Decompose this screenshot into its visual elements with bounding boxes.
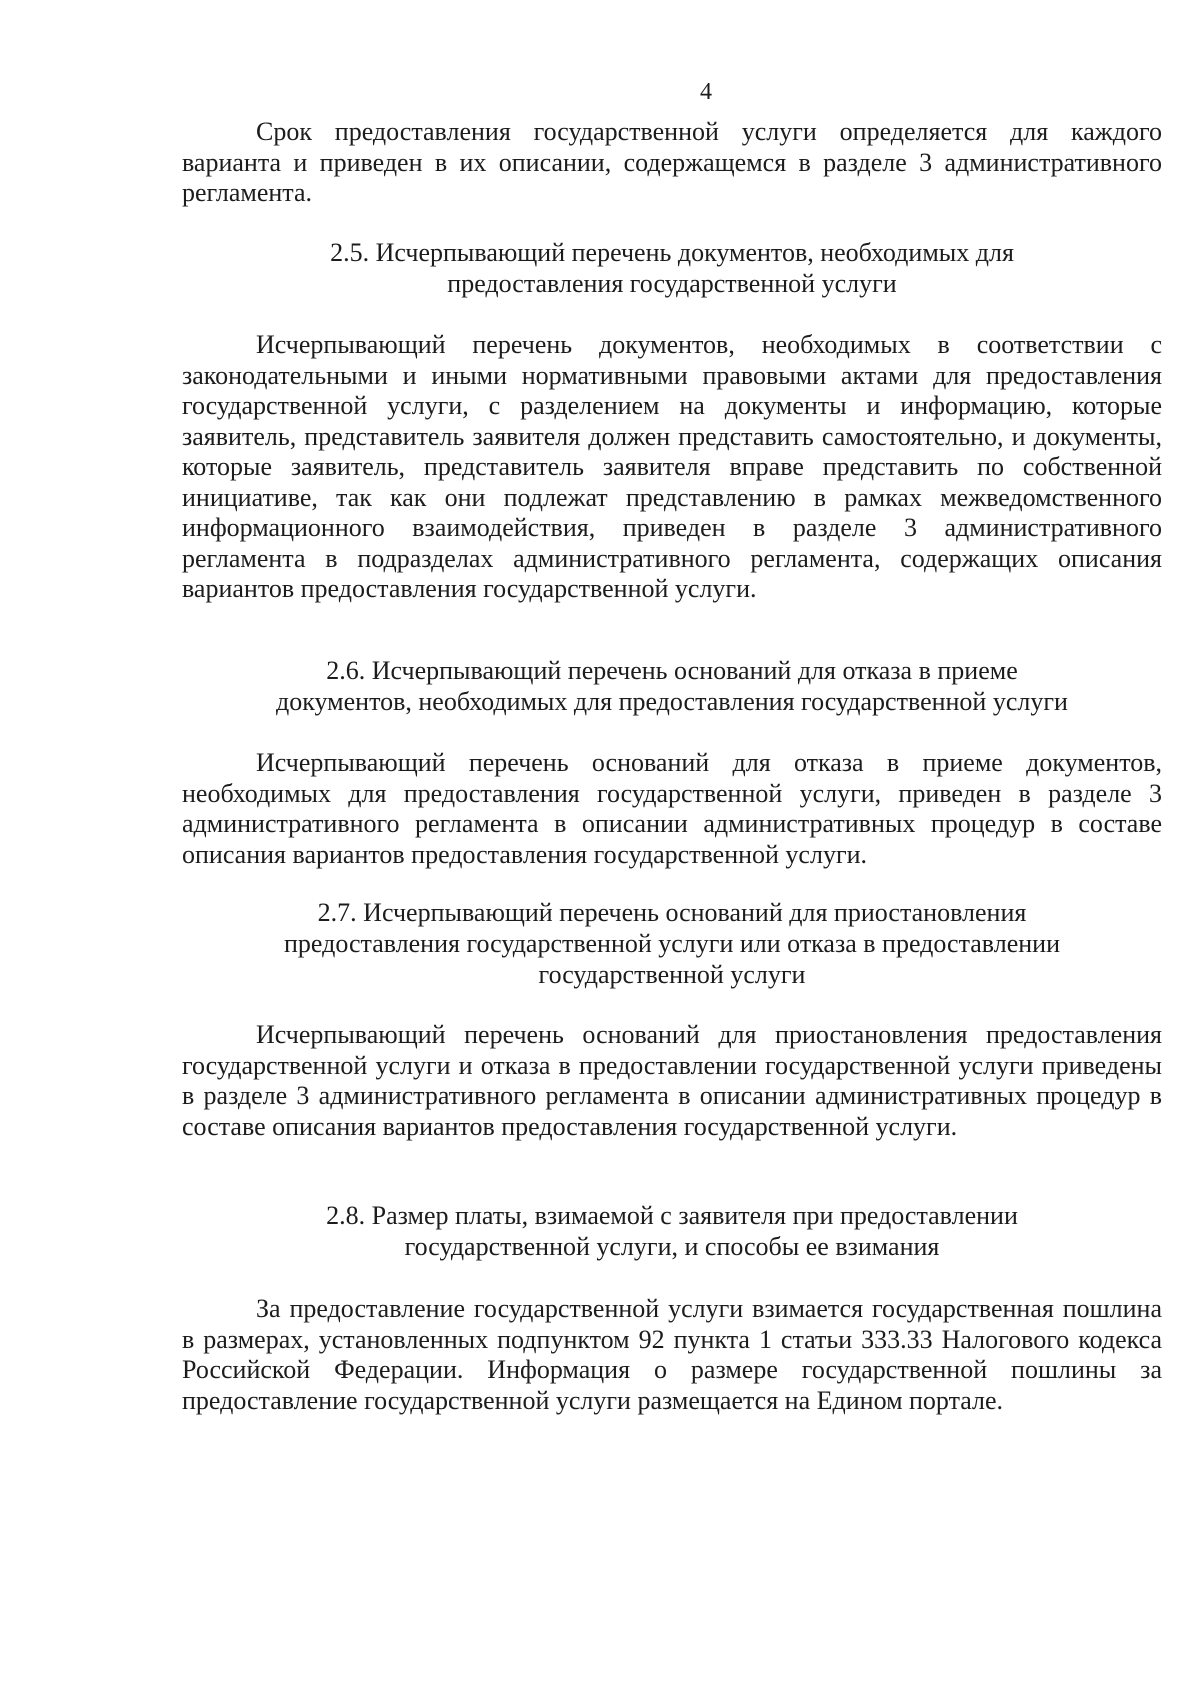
heading-line: 2.6. Исчерпывающий перечень оснований для отказа в приеме bbox=[326, 656, 1018, 685]
section-2-5-heading bbox=[182, 237, 1162, 299]
section-2-7-heading bbox=[182, 897, 1162, 990]
heading-line: государственной услуги, и способы ее взимания bbox=[404, 1232, 940, 1261]
section-2-7-body bbox=[182, 1020, 1162, 1142]
heading-line: 2.8. Размер платы, взимаемой с заявителя при предоставлении bbox=[326, 1201, 1018, 1230]
section-2-6-body bbox=[182, 748, 1162, 870]
section-2-8-body bbox=[182, 1294, 1162, 1416]
heading-line: предоставления государственной услуги bbox=[447, 269, 897, 298]
heading-line: предоставления государственной услуги или отказа в предоставлении bbox=[283, 929, 1060, 958]
intro-paragraph-block bbox=[182, 117, 1162, 209]
heading-line: 2.7. Исчерпывающий перечень оснований для приостановления bbox=[317, 898, 1027, 927]
intro-paragraph: Срок предоставления государственной услуги определяется для каждого варианта и приведен в их описании, содержащемся в разделе 3 административного регламента. bbox=[182, 117, 1162, 207]
section-2-6-heading bbox=[182, 655, 1162, 717]
section-2-8-paragraph: За предоставление государственной услуги взимается государственная пошлина в размерах, установленных подпунктом 92 пункта 1 статьи 333.33 Налогового кодекса Российской Федерации. Информация о размере государственной пошлины за предоставление государственной услуги размещается на Едином портале. bbox=[182, 1294, 1162, 1415]
heading-line: 2.5. Исчерпывающий перечень документов, необходимых для bbox=[330, 238, 1014, 267]
page-number: 4 bbox=[700, 79, 712, 105]
section-2-8-heading bbox=[182, 1200, 1162, 1262]
section-2-5-paragraph: Исчерпывающий перечень документов, необходимых в соответствии с законодательными и иными нормативными правовыми актами для предоставления государственной услуги, с разделением на документы и информацию, которые заявитель, представитель заявителя должен представить самостоятельно, и документы, которые заявитель, представитель заявителя вправе представить по собственной инициативе, так как они подлежат представлению в рамках межведомственного информационного взаимодействия, приведен в разделе 3 административного регламента в подразделах административного регламента, содержащих описания вариантов предоставления государственной услуги. bbox=[182, 330, 1162, 603]
section-2-7-paragraph: Исчерпывающий перечень оснований для приостановления предоставления государственной услуги и отказа в предоставлении государственной услуги приведены в разделе 3 административного регламента в описании административных процедур в составе описания вариантов предоставления государственной услуги. bbox=[182, 1020, 1162, 1141]
heading-line: государственной услуги bbox=[538, 960, 806, 989]
heading-line: документов, необходимых для предоставления государственной услуги bbox=[276, 687, 1068, 716]
section-2-6-paragraph: Исчерпывающий перечень оснований для отказа в приеме документов, необходимых для предоставления государственной услуги, приведен в разделе 3 административного регламента в описании административных процедур в составе описания вариантов предоставления государственной услуги. bbox=[182, 748, 1162, 869]
section-2-5-body bbox=[182, 330, 1162, 605]
